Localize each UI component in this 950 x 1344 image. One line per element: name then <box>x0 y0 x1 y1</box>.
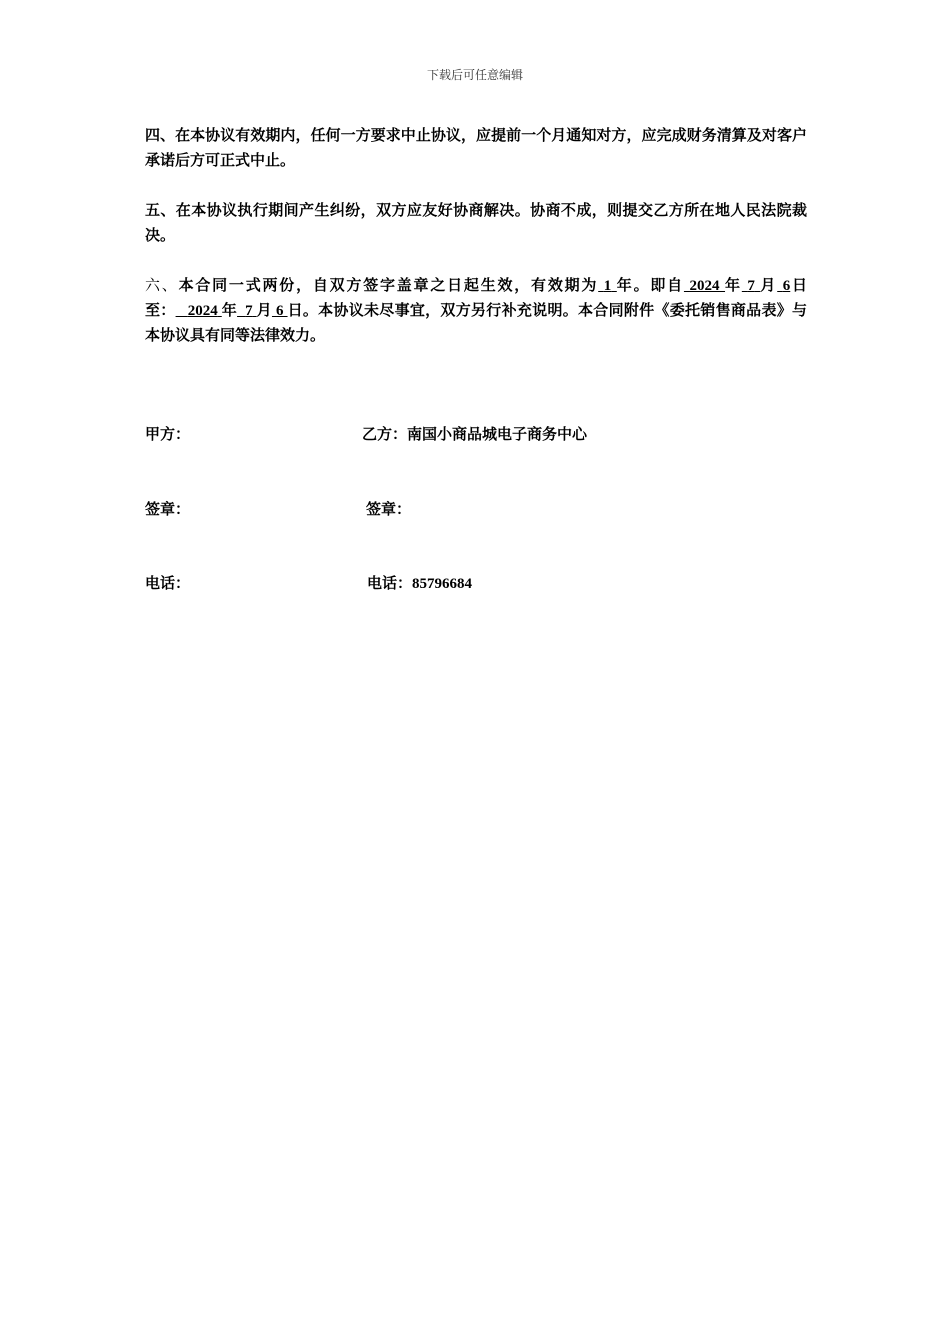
party-row <box>145 423 807 448</box>
end-year: 2024 <box>187 303 218 319</box>
party-a-label: 甲方： <box>145 427 191 443</box>
start-month: 7 <box>747 278 755 294</box>
clause-six <box>145 274 807 349</box>
contract-body <box>145 124 807 374</box>
phone-a-label: 电话： <box>145 576 191 592</box>
phone-b-value: 85796684 <box>412 576 473 592</box>
header-note: 下载后可任意编辑 <box>426 68 523 82</box>
clause-six-text-8: 日。本协议未尽事宜，双方另行补充说明。本合同附件《委托销售商品表》与本协议具有同等法律效力。 <box>145 303 808 344</box>
seal-row <box>145 498 807 523</box>
clause-five: 五、在本协议执行期间产生纠纷，双方应友好协商解决。协商不成，则提交乙方所在地人民法院裁决。 <box>145 203 807 244</box>
clause-six-text-4: 月 <box>760 278 778 294</box>
phone-b <box>367 572 472 597</box>
clause-four: 四、在本协议有效期内，任何一方要求中止协议，应提前一个月通知对方，应完成财务清算及对客户承诺后方可正式中止。 <box>145 128 807 169</box>
start-year: 2024 <box>689 278 720 294</box>
party-b-name: 南国小商品城电子商务中心 <box>407 427 588 443</box>
clause-six-text-6: 年 <box>221 303 238 319</box>
clause-six-text-5: 日至： <box>145 278 808 319</box>
seal-b-label: 签章： <box>366 502 412 518</box>
start-day: 6 <box>782 278 791 294</box>
party-b-label: 乙方： <box>362 427 408 443</box>
phone-row <box>145 572 807 597</box>
end-day: 6 <box>276 303 284 319</box>
party-b <box>362 423 587 448</box>
clause-six-prefix: 六、 <box>145 278 179 294</box>
term-years: 1 <box>603 278 612 294</box>
seal-a-label: 签章： <box>145 502 191 518</box>
clause-six-text-1: 本合同一式两份，自双方签字盖章之日起生效，有效期为 <box>178 278 599 294</box>
phone-b-label: 电话： <box>367 576 413 592</box>
end-month: 7 <box>245 303 253 319</box>
clause-six-text-7: 月 <box>256 303 272 319</box>
clause-six-text-2: 年。即自 <box>616 278 684 294</box>
clause-six-text-3: 年 <box>725 278 742 294</box>
